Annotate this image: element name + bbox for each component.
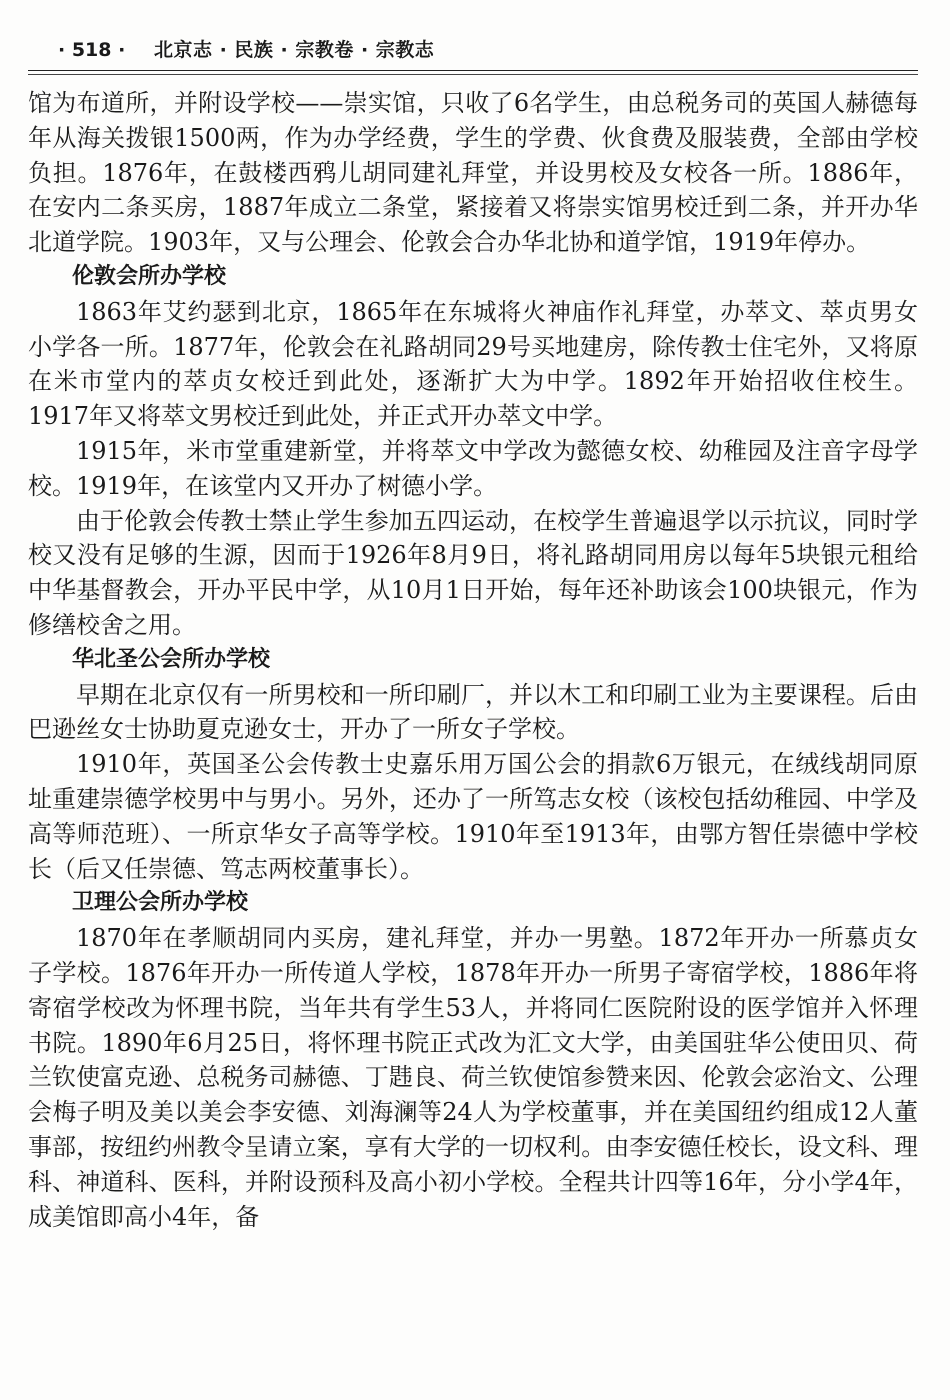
running-header <box>28 34 918 66</box>
paragraph: 1863年艾约瑟到北京，1865年在东城将火神庙作礼拜堂，办萃文、萃贞男女小学各一所。1877年，伦敦会在礼路胡同29号买地建房，除传教士住宅外，又将原在米市堂内的萃贞女校迁到此处，逐渐扩大为中学。1892年开始招收住校生。1917年又将萃文男校迁到此处，并正式开办萃文中学。 <box>28 297 918 431</box>
paragraph: 由于伦敦会传教士禁止学生参加五四运动，在校学生普遍退学以示抗议，同时学校又没有足够的生源，因而于1926年8月9日，将礼路胡同用房以每年5块银元租给中华基督教会，开办平民中学，从10月1日开始，每年还补助该会100块银元，作为修缮校舍之用。 <box>28 506 918 639</box>
paragraph: 1915年，米市堂重建新堂，并将萃文中学改为懿德女校、幼稚园及注音字母学校。1919年，在该堂内又开办了树德小学。 <box>28 436 918 500</box>
section-heading-north-china-anglican: 华北圣公会所办学校 <box>72 646 271 672</box>
header-rule-secondary <box>28 74 918 75</box>
body-text <box>28 86 918 1234</box>
paragraph: 1910年，英国圣公会传教士史嘉乐用万国公会的捐款6万银元，在绒线胡同原址重建崇德学校男中与男小。另外，还办了一所笃志女校（该校包括幼稚园、中学及高等师范班）、一所京华女子高等学校。1910年至1913年，由鄂方智任崇德中学校长（后又任崇德、笃志两校董事长）。 <box>28 750 918 883</box>
section-heading-methodist: 卫理公会所办学校 <box>72 890 249 916</box>
page-number: · 518 · <box>58 39 126 61</box>
header-rule <box>28 70 918 71</box>
section-heading-london-mission: 伦敦会所办学校 <box>72 263 227 289</box>
paragraph-continued: 馆为布道所，并附设学校——崇实馆，只收了6名学生，由总税务司的英国人赫德每年从海关拨银1500两，作为办学经费，学生的学费、伙食费及服装费，全部由学校负担。1876年，在鼓楼西鸦儿胡同建礼拜堂，并设男校及女校各一所。1886年，在安内二条买房，1887年成立二条堂，紧接着又将崇实馆男校迁到二条，并开办华北道学院。1903年，又与公理会、伦敦会合办华北协和道学馆，1919年停办。 <box>28 89 918 257</box>
paragraph: 早期在北京仅有一所男校和一所印刷厂，并以木工和印刷工业为主要课程。后由巴逊丝女士协助夏克逊女士，开办了一所女子学校。 <box>28 680 918 744</box>
book-title: 北京志 · 民族 · 宗教卷 · 宗教志 <box>153 39 435 61</box>
paragraph: 1870年在孝顺胡同内买房，建礼拜堂，并办一男塾。1872年开办一所慕贞女子学校。1876年开办一所传道人学校，1878年开办一所男子寄宿学校，1886年将寄宿学校改为怀理书院，当年共有学生53人，并将同仁医院附设的医学馆并入怀理书院。1890年6月25日，将怀理书院正式改为汇文大学，由美国驻华公使田贝、荷兰钦使富克逊、总税务司赫德、丁韪良、荷兰钦使馆参赞来因、伦敦会宓治文、公理会梅子明及美以美会李安德、刘海澜等24人为学校董事，并在美国纽约组成12人董事部，按纽约州教令呈请立案，享有大学的一切权利。由李安德任校长，设文科、理科、神道科、医科，并附设预科及高小初小学校。全程共计四等16年，分小学4年，成美馆即高小4年，备 <box>28 924 918 1231</box>
